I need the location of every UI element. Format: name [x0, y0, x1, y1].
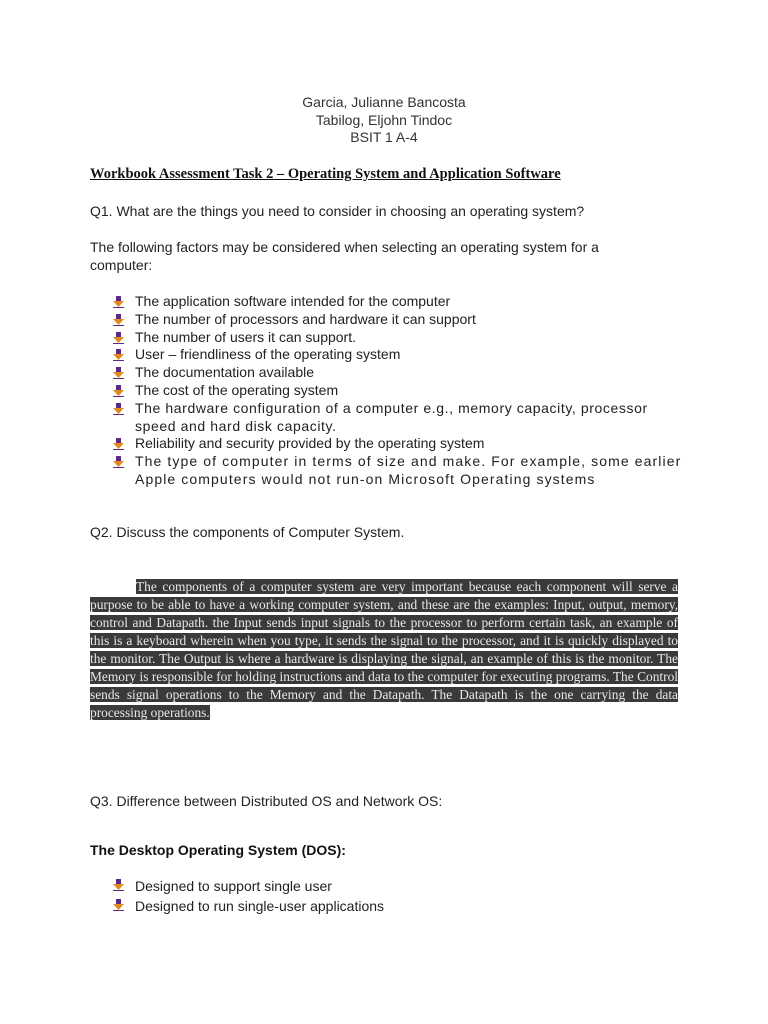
list-item: The documentation available: [113, 364, 683, 382]
list-item: The number of users it can support.: [113, 329, 683, 347]
arrow-down-bullet-icon: [113, 438, 124, 450]
arrow-down-bullet-icon: [113, 332, 124, 344]
question-1: Q1. What are the things you need to consider in choosing an operating system?: [90, 203, 585, 219]
document-title: Workbook Assessment Task 2 – Operating System and Application Software: [90, 166, 561, 182]
list-item: Reliability and security provided by the operating system: [113, 435, 683, 453]
arrow-down-bullet-icon: [113, 899, 124, 911]
q1-intro: The following factors may be considered when selecting an operating system for a computer:: [90, 239, 599, 273]
arrow-down-bullet-icon: [113, 314, 124, 326]
dos-heading: The Desktop Operating System (DOS):: [90, 842, 346, 858]
list-item: Designed to support single user: [113, 876, 613, 896]
q2-answer-text: The components of a computer system are very important because each component will serve a purpose to be able to have a working computer system, and these are the examples: Input, output, memory, control and Datapath. the Input sends input signals to the processor to perform certain task, an example of this is a keyboard wherein when you type, it sends the signal to the processor, and it is quickly displayed to the monitor. The Output is where a hardware is displaying the signal, an example of this is the monitor. The Memory is responsible for holding instructions and data to the computer for executing programs. The Control sends signal operations to the Memory and the Datapath. The Datapath is the one carrying the data processing operations.: [90, 579, 678, 720]
arrow-down-bullet-icon: [113, 367, 124, 379]
list-item: The cost of the operating system: [113, 382, 683, 400]
arrow-down-bullet-icon: [113, 385, 124, 397]
list-item: The hardware configuration of a computer e.g., memory capacity, processor speed and hard disk capacity.: [113, 400, 683, 436]
q1-factor-list: [113, 293, 683, 489]
list-item: The number of processors and hardware it can support: [113, 311, 683, 329]
q2-answer-highlighted: [90, 578, 678, 722]
author-header: [0, 94, 768, 147]
list-item: The type of computer in terms of size and make. For example, some earlier Apple computers would not run-on Microsoft Operating systems: [113, 453, 683, 489]
arrow-down-bullet-icon: [113, 456, 124, 468]
arrow-down-bullet-icon: [113, 403, 124, 415]
list-item: User – friendliness of the operating system: [113, 346, 683, 364]
author-line-2: Tabilog, Eljohn Tindoc: [315, 111, 453, 128]
list-item: Designed to run single-user applications: [113, 896, 613, 916]
list-item: The application software intended for the computer: [113, 293, 683, 311]
author-line-1: Garcia, Julianne Bancosta: [302, 94, 466, 110]
section-line: BSIT 1 A-4: [350, 129, 418, 145]
arrow-down-bullet-icon: [113, 879, 124, 891]
question-3: Q3. Difference between Distributed OS and Network OS:: [90, 793, 443, 809]
arrow-down-bullet-icon: [113, 296, 124, 308]
arrow-down-bullet-icon: [113, 349, 124, 361]
dos-list: [113, 876, 613, 916]
question-2: Q2. Discuss the components of Computer System.: [90, 524, 405, 540]
